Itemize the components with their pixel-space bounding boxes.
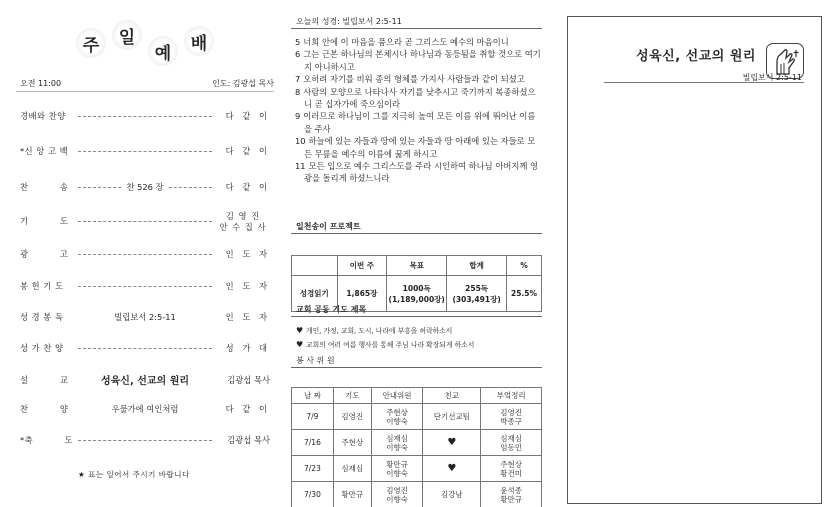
order-detail: 찬 526 장: [122, 182, 167, 192]
service-meta: [16, 76, 274, 92]
table-row: 7/16 주현상 심재심 이향숙 ♥ 심재심 임동민: [292, 430, 542, 456]
order-leader: 김 영 진 안 수 집 사: [219, 211, 267, 232]
table-row: 7/9 김영진 주현상 이향숙 단기선교팀 김영진 박종구: [292, 404, 542, 430]
order-leader: 김광섭 목사: [227, 435, 270, 445]
col-header: 기도: [333, 388, 371, 404]
cell-this-week: 1,865장: [337, 276, 387, 312]
cell-percent: 25.5%: [507, 276, 542, 312]
order-detail: 빌립보서 2:5-11: [110, 312, 180, 322]
bulletin-info-panel: [291, 16, 542, 504]
standing-note: ★ 표는 일어서 주시기 바랍니다: [78, 470, 190, 479]
title-char: 배: [184, 26, 214, 56]
verse: 11 모든 입으로 예수 그리스도를 주라 시인하여 하나님 아버지께 영광을 돌리게 하셨느니라: [295, 161, 539, 184]
cell-total: 255독 (303,491장): [447, 276, 507, 312]
order-name: 성 경 봉 독: [20, 312, 64, 322]
verse-header: 오늘의 성경: 빌립보서 2:5-11: [291, 16, 542, 29]
order-name: 광 고: [20, 249, 69, 259]
col-header: 합계: [447, 256, 507, 276]
order-detail: 우물가에 여인처럼: [111, 404, 179, 414]
verse: 6 그는 근본 하나님의 본체시나 하나님과 동등됨을 취할 것으로 여기지 아니하시고: [295, 49, 541, 72]
service-time: 오전 11:00: [20, 79, 62, 88]
service-table: [291, 387, 542, 507]
heart-icon: ♥: [296, 326, 304, 335]
title-char: 주: [76, 28, 106, 58]
order-name: 설 교: [20, 375, 69, 385]
order-row: [16, 248, 274, 262]
verse: 8 사람의 모양으로 나타나사 자기를 낮추시고 죽기까지 복종하셨으니 곧 십자가에 죽으심이라: [295, 86, 536, 110]
order-row: [16, 311, 274, 325]
order-leader: 다 같 이: [225, 404, 270, 414]
order-leader: 성 가 대: [225, 343, 270, 353]
table-row: 7/23 심재심 황만규 이향숙 ♥ 주현상 황건미: [292, 456, 542, 482]
order-name: 경배와 찬양: [20, 111, 66, 121]
scripture-verses: [295, 36, 541, 185]
order-name: 찬 송: [20, 182, 69, 192]
prayer-header: 교회 공동 기도 제목: [291, 304, 542, 317]
order-row: [16, 403, 274, 417]
order-leader: 다 같 이: [225, 182, 270, 192]
order-leader: 다 같 이: [225, 111, 270, 121]
col-header: %: [507, 256, 542, 276]
sermon-title: 성육신, 선교의 원리: [100, 376, 190, 387]
order-row: [16, 181, 274, 195]
row-label: 성경읽기: [292, 276, 338, 312]
worship-title: [74, 20, 234, 70]
project-header: 일천송이 프로젝트: [291, 221, 542, 234]
verse: 5 너희 안에 이 마음을 품으라 곧 그리스도 예수의 마음이니: [295, 37, 509, 47]
order-row: [16, 145, 274, 159]
order-name: 찬 양: [20, 404, 69, 414]
order-name: 성 가 찬 양: [20, 343, 64, 353]
order-leader: 인 도 자: [225, 312, 270, 322]
order-leader: 다 같 이: [225, 146, 270, 156]
order-row: [16, 110, 274, 124]
verse: 7 오히려 자기를 비워 종의 형체를 가지사 사람들과 같이 되셨고: [295, 74, 525, 85]
order-name: 기 도: [20, 216, 69, 226]
verse: 10 하늘에 있는 자들과 땅에 있는 자들과 땅 아래에 있는 자들로 모든 무릎을 예수의 이름에 꿇게 하시고: [295, 136, 536, 159]
order-row: [16, 211, 274, 235]
order-leader: 인 도 자: [225, 249, 270, 259]
order-name: *신 앙 고 백: [20, 146, 69, 156]
sermon-title: 성육신, 선교의 원리: [636, 49, 756, 64]
verse: 9 이러므로 하나님이 그를 지극히 높여 모든 이름 위에 뛰어난 이름을 주사: [295, 111, 536, 134]
title-char: 예: [148, 36, 178, 66]
title-char: 일: [112, 20, 142, 50]
list-item: ♥ 교회의 여러 여름 행사를 통해 주님 나라 확장되게 하소서: [296, 340, 475, 349]
col-header: 목표: [387, 256, 447, 276]
sermon-scripture: 빌립보서 2:5-11: [742, 73, 802, 82]
order-row: [16, 280, 274, 294]
order-leader: 김광섭 목사: [227, 375, 270, 385]
cell-goal: 1000독 (1,189,000장): [387, 276, 447, 312]
order-name: 봉 헌 기 도: [20, 281, 64, 291]
list-item: ♥ 개인, 가정, 교회, 도시, 나라에 부흥을 허락하소서: [296, 326, 453, 335]
col-header: 부엌정리: [481, 388, 542, 404]
order-row: [16, 374, 274, 388]
col-header: 날 짜: [292, 388, 334, 404]
col-header: 친교: [423, 388, 481, 404]
heart-icon: ♥: [296, 340, 304, 349]
order-name: *축 도: [20, 435, 74, 445]
sermon-notes-panel: [567, 16, 822, 504]
order-leader: 인 도 자: [225, 281, 270, 291]
prayer-list: [296, 324, 542, 352]
order-row: [16, 434, 274, 448]
worship-order-panel: [16, 14, 274, 494]
service-header: 봉 사 위 원: [291, 355, 542, 368]
col-header: 안내위원: [371, 388, 423, 404]
order-row: [16, 342, 274, 356]
col-header: 이번 주: [337, 256, 387, 276]
service-leader: 인도: 김광섭 목사: [212, 79, 274, 88]
table-row: 7/30 황만규 김영진 이향숙 김강남 윤석종 황만규: [292, 482, 542, 507]
